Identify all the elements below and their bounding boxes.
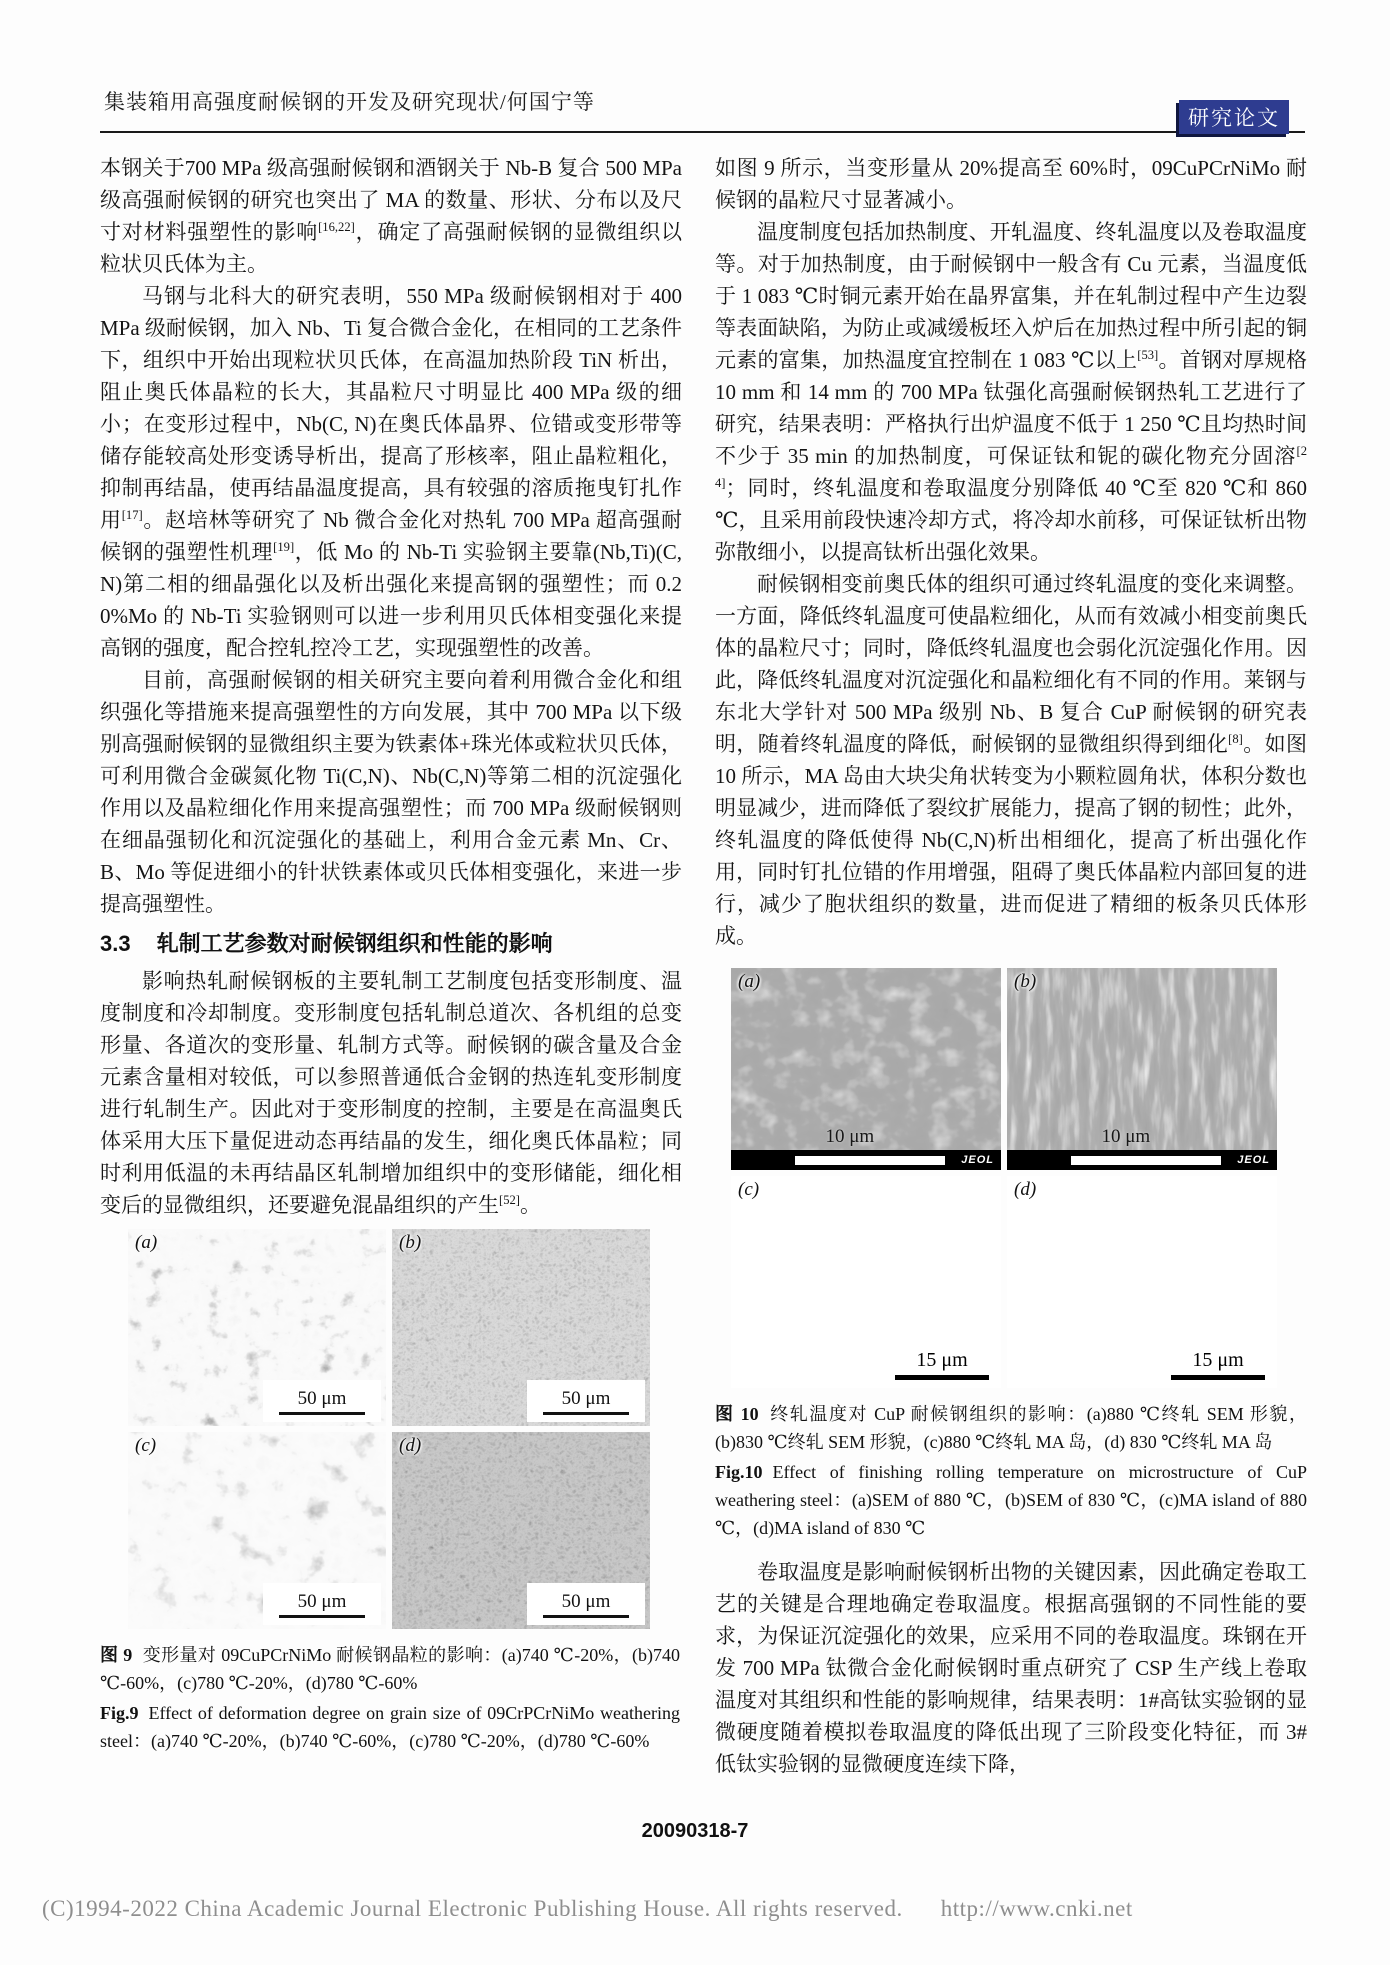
- sem-vendor-label: JEOL: [1237, 1154, 1270, 1166]
- paragraph: 本钢关于700 MPa 级高强耐候钢和酒钢关于 Nb-B 复合 500 MPa 级高强耐候钢的研究也突出了 MA 的数量、形状、分布以及尺寸对材料强塑性的影响[16,22]，确定了高强耐候钢的显微组织以粒状贝氏体为主。: [100, 156, 683, 276]
- figure-10-grid: [731, 968, 1277, 1388]
- figure-10: [715, 968, 1307, 1542]
- figure-9-grid: [128, 1229, 650, 1629]
- scale-bar-line: [795, 1156, 945, 1165]
- section-title: 轧制工艺参数对耐候钢组织和性能的影响: [156, 931, 553, 956]
- micrograph-texture: [731, 968, 1001, 1150]
- micrograph-panel-9b: [392, 1229, 650, 1426]
- figure-10-caption-en: Fig.10 Effect of finishing rolling temperature on microstructure of CuP weathering steel：(a)SEM of 880 ℃，(b)SEM of 830 ℃，(c)MA island of 880 ℃，(d)MA island of 830 ℃: [715, 1462, 1307, 1538]
- micrograph-panel-9a: [128, 1229, 386, 1426]
- copyright-url: http://www.cnki.net: [940, 1896, 1133, 1921]
- scale-bar-line: [279, 1615, 365, 1618]
- paragraph: 影响热轧耐候钢板的主要轧制工艺制度包括变形制度、温度制度和冷却制度。变形制度包括轧制总道次、各机组的总变形量、各道次的变形量、轧制方式等。耐候钢的碳含量及合金元素含量相对较低，可以参照普通低合金钢的热连轧变形制度进行轧制生产。因此对于变形制度的控制，主要是在高温奥氏体采用大压下量促进动态再结晶的发生，细化奥氏体晶粒；同时利用低温的未再结晶区轧制增加组织中的变形储能，细化相变后的显微组织，还要避免混晶组织的产生[52]。: [100, 969, 682, 1217]
- scale-bar: 50 μm: [263, 1380, 381, 1422]
- micrograph-panel-9d: [392, 1432, 650, 1629]
- scale-bar-line: [1071, 1156, 1221, 1165]
- scale-bar: 50 μm: [527, 1380, 645, 1422]
- micrograph-panel-9c: [128, 1432, 386, 1629]
- panel-label: (b): [1014, 971, 1037, 992]
- section-number: 3.3: [100, 931, 131, 956]
- scale-bar-line: [1171, 1375, 1265, 1380]
- right-column: [715, 152, 1307, 1852]
- scale-bar-line: [279, 1412, 365, 1415]
- micrograph-panel-10a: [731, 968, 1001, 1170]
- panel-label: (b): [399, 1232, 422, 1253]
- panel-label: (a): [135, 1232, 158, 1253]
- left-column: [100, 152, 682, 1852]
- panel-label: (a): [738, 971, 761, 992]
- scale-bar-text: 10 μm: [825, 1126, 875, 1147]
- paragraph: 卷取温度是影响耐候钢析出物的关键因素，因此确定卷取工艺的关键是合理地确定卷取温度。根据高强钢的不同性能的要求，为保证沉淀强化的效果，应采用不同的卷取温度。珠钢在开发 700 MPa 钛微合金化耐候钢时重点研究了 CSP 生产线上卷取温度对其组织和性能的影响规律，结果表明：1#高钛实验钢的显微硬度随着模拟卷取温度的降低出现了三阶段变化特征，而 3#低钛实验钢的显微硬度连续下降，: [715, 1560, 1307, 1776]
- figure-9: [100, 1229, 680, 1755]
- scale-bar-line: [543, 1412, 629, 1415]
- scale-bar: 50 μm: [527, 1583, 645, 1625]
- section-heading: [100, 927, 682, 958]
- figure-10-caption-cn: 图 10 终轧温度对 CuP 耐候钢组织的影响：(a)880 ℃终轧 SEM 形貌，(b)830 ℃终轧 SEM 形貌，(c)880 ℃终轧 MA 岛，(d) 830 ℃终轧 MA 岛: [715, 1404, 1307, 1452]
- panel-label: (c): [135, 1435, 157, 1456]
- paragraph: 如图 9 所示，当变形量从 20%提高至 60%时，09CuPCrNiMo 耐候钢的晶粒尺寸显著减小。: [715, 156, 1307, 212]
- paragraph: 温度制度包括加热制度、开轧温度、终轧温度以及卷取温度等。对于加热制度，由于耐候钢中一般含有 Cu 元素，当温度低于 1 083 ℃时铜元素开始在晶界富集，并在轧制过程中产生边裂等表面缺陷，为防止或减缓板坯入炉后在加热过程中所引起的铜元素的富集，加热温度宜控制在 1 083 ℃以上[53]。首钢对厚规格 10 mm 和 14 mm 的 700 MPa 钛强化高强耐候钢热轧工艺进行了研究，结果表明：严格执行出炉温度不低于 1 250 ℃且均热时间不少于 35 min 的加热制度，可保证钛和铌的碳化物充分固溶[24]；同时，终轧温度和卷取温度分别降低 40 ℃至 820 ℃和 860 ℃，且采用前段快速冷却方式，将冷却水前移，可保证钛析出物弥散细小，以提高钛析出强化效果。: [715, 220, 1308, 564]
- scale-bar-text: 10 μm: [1101, 1126, 1151, 1147]
- micrograph-panel-10b: [1007, 968, 1277, 1170]
- header-rule: [100, 131, 1305, 133]
- paragraph: 耐候钢相变前奥氏体的组织可通过终轧温度的变化来调整。一方面，降低终轧温度可使晶粒细化，从而有效减小相变前奥氏体的晶粒尺寸；同时，降低终轧温度也会弱化沉淀强化作用。因此，降低终轧温度对沉淀强化和晶粒细化有不同的作用。莱钢与东北大学针对 500 MPa 级别 Nb、B 复合 CuP 耐候钢的研究表明，随着终轧温度的降低，耐候钢的显微组织得到细化[8]。如图 10 所示，MA 岛由大块尖角状转变为小颗粒圆角状，体积分数也明显减少，进而降低了裂纹扩展能力，提高了钢的韧性；此外，终轧温度的降低使得 Nb(C,N)析出相细化，提高了析出强化作用，同时钉扎位错的作用增强，阻碍了奥氏体晶粒内部回复的进行，减少了胞状组织的数量，进而促进了精细的板条贝氏体形成。: [715, 572, 1308, 948]
- micrograph-panel-10d: [1007, 1176, 1277, 1388]
- paragraph: 目前，高强耐候钢的相关研究主要向着利用微合金化和组织强化等措施来提高强塑性的方向发展，其中 700 MPa 以下级别高强耐候钢的显微组织主要为铁素体+珠光体或粒状贝氏体，可利用微合金碳氮化物 Ti(C,N)、Nb(C,N)等第二相的沉淀强化作用以及晶粒细化作用来提高强塑性；而 700 MPa 级耐候钢则在细晶强韧化和沉淀强化的基础上，利用合金元素 Mn、Cr、B、Mo 等促进细小的针状铁素体或贝氏体相变强化，来进一步提高强塑性。: [100, 668, 682, 916]
- micrograph-panel-10c: [731, 1176, 1001, 1388]
- copyright-notice: [42, 1896, 1362, 1922]
- sem-vendor-label: JEOL: [961, 1154, 994, 1166]
- scale-bar-line: [895, 1375, 989, 1380]
- sem-info-strip: [731, 1150, 1001, 1170]
- scale-bar: 15 μm: [895, 1349, 989, 1380]
- page-number: 20090318-7: [641, 1820, 749, 1842]
- article-type-badge: 研究论文: [1179, 100, 1289, 134]
- panel-label: (d): [399, 1435, 422, 1456]
- sem-info-strip: [1007, 1150, 1277, 1170]
- copyright-text: (C)1994-2022 China Academic Journal Electronic Publishing House. All rights reserved.: [42, 1896, 903, 1921]
- figure-9-caption-cn: 图 9 变形量对 09CuPCrNiMo 耐候钢晶粒的影响：(a)740 ℃-20%，(b)740 ℃-60%，(c)780 ℃-20%，(d)780 ℃-60%: [100, 1645, 680, 1693]
- figure-9-caption-en: Fig.9 Effect of deformation degree on grain size of 09CrPCrNiMo weathering steel：(a)740 ℃-20%，(b)740 ℃-60%，(c)780 ℃-20%，(d)780 ℃-60%: [100, 1703, 680, 1751]
- paragraph: 马钢与北科大的研究表明，550 MPa 级耐候钢相对于 400 MPa 级耐候钢，加入 Nb、Ti 复合微合金化，在相同的工艺条件下，组织中开始出现粒状贝氏体，在高温加热阶段 TiN 析出，阻止奥氏体晶粒的长大，其晶粒尺寸明显比 400 MPa 级的细小；在变形过程中，Nb(C, N)在奥氏体晶界、位错或变形带等储存能较高处形变诱导析出，提高了形核率，阻止晶粒粗化，抑制再结晶，使再结晶温度提高，具有较强的溶质拖曳钉扎作用[17]。赵培林等研究了 Nb 微合金化对热轧 700 MPa 超高强耐候钢的强塑性机理[19]，低 Mo 的 Nb-Ti 实验钢主要靠(Nb,Ti)(C,N)第二相的细晶强化以及析出强化来提高钢的强塑性；而 0.20%Mo 的 Nb-Ti 实验钢则可以进一步利用贝氏体相变强化来提高钢的强度，配合控轧控冷工艺，实现强塑性的改善。: [100, 284, 683, 660]
- running-title: 集装箱用高强度耐候钢的开发及研究现状/何国宁等: [104, 90, 595, 114]
- micrograph-texture: [1007, 968, 1277, 1150]
- panel-label: (c): [738, 1179, 760, 1200]
- scale-bar: 15 μm: [1171, 1349, 1265, 1380]
- scale-bar: 50 μm: [263, 1583, 381, 1625]
- panel-label: (d): [1014, 1179, 1037, 1200]
- scale-bar-line: [543, 1615, 629, 1618]
